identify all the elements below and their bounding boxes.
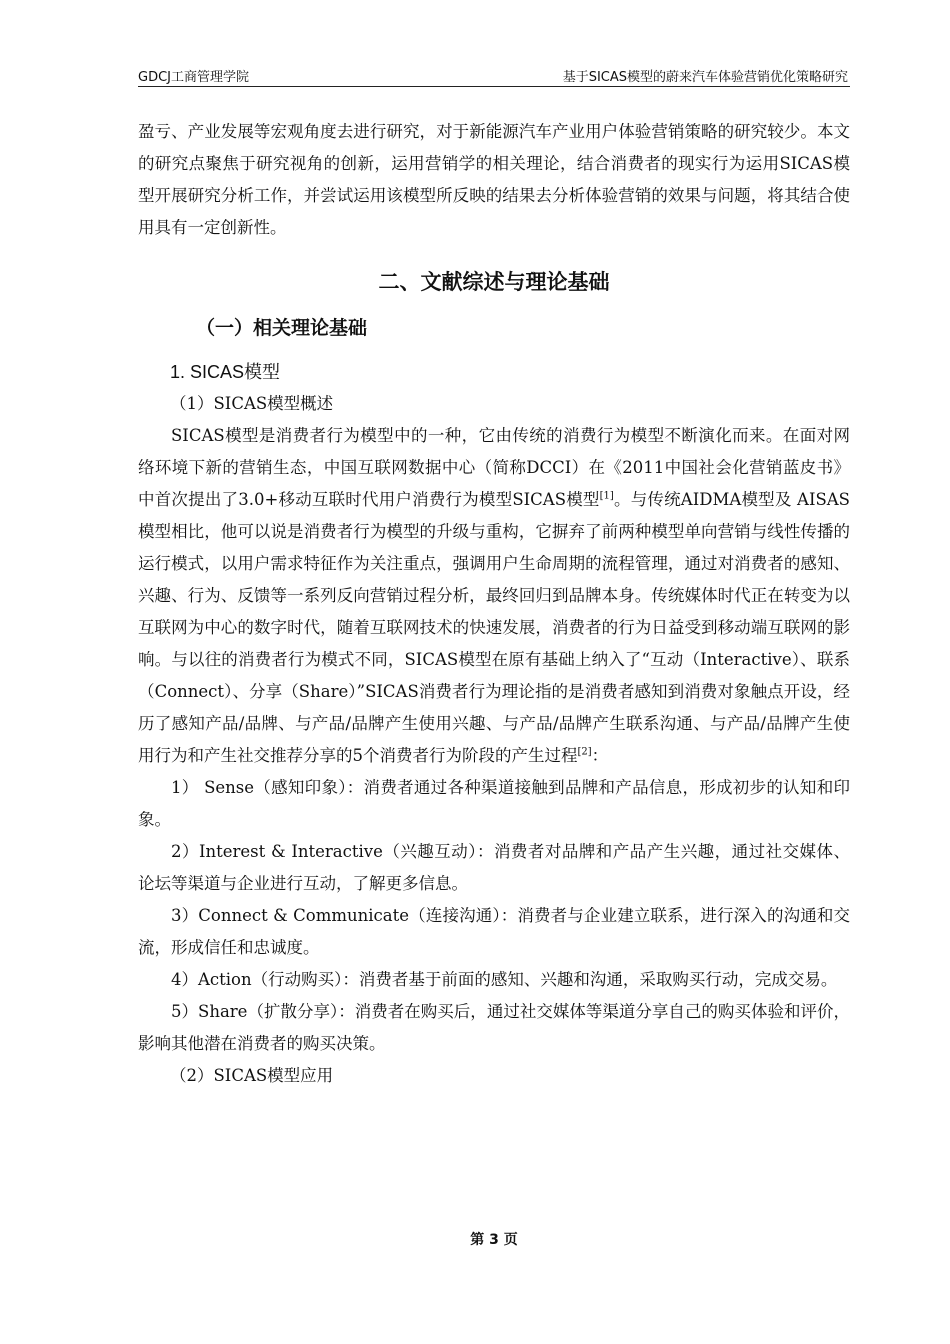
sub1-title: （1）SICAS模型概述 <box>170 394 334 413</box>
sicas-overview-paragraph <box>138 420 850 772</box>
citation-1[interactable]: [1] <box>599 490 614 502</box>
page-number: 第 3 页 <box>470 1232 518 1248</box>
sub2-title: （2）SICAS模型应用 <box>170 1066 334 1085</box>
section-title: （一）相关理论基础 <box>196 317 368 339</box>
stage-item: 3）Connect & Communicate（连接沟通）：消费者与企业建立联系，进行深入的沟通和交流，形成信任和忠诚度。 <box>138 906 850 957</box>
sicas-para-part-c: ： <box>591 746 609 765</box>
stage-item: 2）Interest & Interactive（兴趣互动）：消费者对品牌和产品产生兴趣，通过社交媒体、论坛等渠道与企业进行互动，了解更多信息。 <box>138 842 850 893</box>
stage-item: 4）Action（行动购买）：消费者基于前面的感知、兴趣和沟通，采取购买行动，完成交易。 <box>171 970 838 989</box>
subsection-title: 1. SICAS模型 <box>170 362 281 382</box>
chapter-title: 二、文献综述与理论基础 <box>378 270 610 294</box>
stage-item: 5）Share（扩散分享）：消费者在购买后，通过社交媒体等渠道分享自己的购买体验和评价，影响其他潜在消费者的购买决策。 <box>138 1002 850 1053</box>
intro-paragraph: 盈亏、产业发展等宏观角度去进行研究，对于新能源汽车产业用户体验营销策略的研究较少。本文的研究点聚焦于研究视角的创新，运用营销学的相关理论，结合消费者的现实行为运用SICAS模型开展研究分析工作，并尝试运用该模型所反映的结果去分析体验营销的效果与问题，将其结合使用具有一定创新性。 <box>138 122 850 237</box>
page-header <box>138 66 850 87</box>
page-body <box>138 116 850 1092</box>
sicas-para-part-b: 。与传统AIDMA模型及 AISAS模型相比，他可以说是消费者行为模型的升级与重构，它摒弃了前两种模型单向营销与线性传播的运行模式，以用户需求特征作为关注重点，强调用户生命周期的流程管理，通过对消费者的感知、兴趣、行为、反馈等一系列反向营销过程分析，最终回归到品牌本身。传统媒体时代正在转变为以互联网为中心的数字时代，随着互联网技术的快速发展，消费者的行为日益受到移动端互联网的影响。与以往的消费者行为模式不同，SICAS模型在原有基础上纳入了“互动（Interactive）、联系（Connect）、分享（Share）”SICAS消费者行为理论指的是消费者感知到消费对象触点开设，经历了感知产品/品牌、与产品/品牌产生使用兴趣、与产品/品牌产生联系沟通、与产品/品牌产生使用行为和产生社交推荐分享的5个消费者行为阶段的产生过程 <box>138 490 850 765</box>
header-institution: GDCJ工商管理学院 <box>138 70 249 85</box>
stage-item: 1） Sense（感知印象）：消费者通过各种渠道接触到品牌和产品信息，形成初步的认知和印象。 <box>138 778 850 829</box>
header-thesis-title: 基于SICAS模型的蔚来汽车体验营销优化策略研究 <box>562 70 848 85</box>
sicas-para-part-a: SICAS模型是消费者行为模型中的一种，它由传统的消费行为模型不断演化而来。在面对网络环境下新的营销生态，中国互联网数据中心（简称DCCI）在《2011中国社会化营销蓝皮书》中首次提出了3.0+移动互联时代用户消费行为模型SICAS模型 <box>138 426 850 509</box>
citation-2[interactable]: [2] <box>577 746 592 758</box>
